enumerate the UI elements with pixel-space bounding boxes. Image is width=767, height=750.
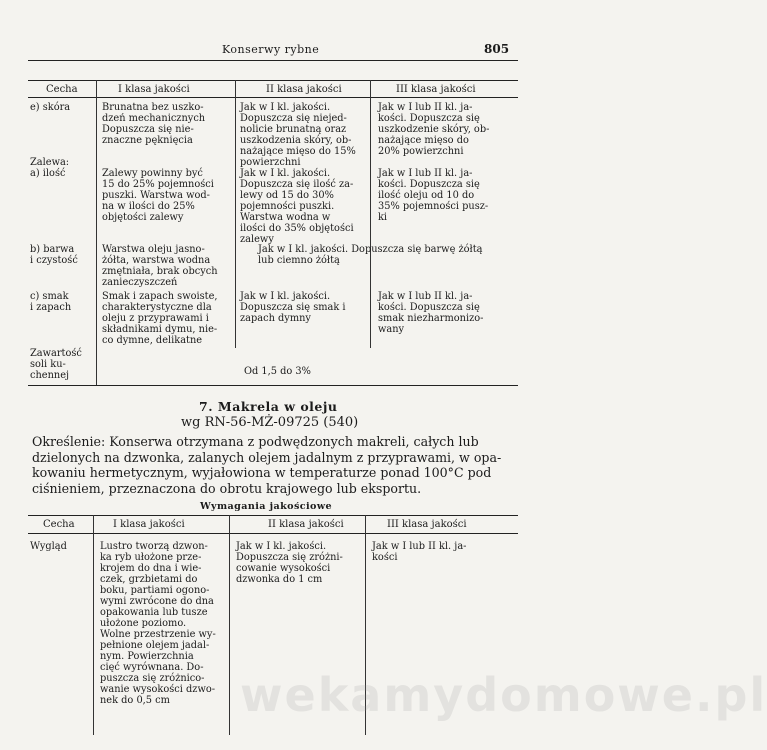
feature-label: b) barwa i czystość xyxy=(30,244,78,266)
definition-paragraph: Określenie: Konserwa otrzymana z podwędzonych makreli, całych lub dzielonych na dzwonka, zalanych olejem jadalnym z przyprawami, w opa- kowaniu hermetycznym, wyjałowiona w temperaturze ponad 100°C pod ciśnieniem, przeznaczona do obrotu krajowego lub eksportu. xyxy=(32,434,502,496)
class3-cell: Jak w I lub II kl. ja- kości xyxy=(372,541,467,563)
table1-col-divider xyxy=(235,80,236,348)
class2-cell: Jak w I kl. jakości. Dopuszcza się smak i zapach dymny xyxy=(240,291,346,324)
table1-col-divider xyxy=(96,80,97,385)
feature-label: e) skóra xyxy=(30,102,71,113)
feature-label: Wygląd xyxy=(30,541,67,552)
table2-top-rule xyxy=(28,515,518,516)
table2-col-divider xyxy=(229,515,230,735)
table1-header-cecha: Cecha xyxy=(46,84,78,95)
class2-cell: Jak w I kl. jakości. Dopuszcza się zróżni- cowanie wysokości dzwonka do 1 cm xyxy=(236,541,343,585)
section-title: 7. Makrela w oleju xyxy=(199,399,338,414)
table2-header-cecha: Cecha xyxy=(43,519,75,530)
table1-header-class3: III klasa jakości xyxy=(396,84,476,95)
class1-cell: Zalewy powinny być 15 do 25% pojemności puszki. Warstwa wod- na w ilości do 25% objętości zalewy xyxy=(102,168,214,223)
class1-cell: Brunatna bez uszko- dzeń mechanicznych Dopuszcza się nie- znaczne pęknięcia xyxy=(102,102,206,146)
feature-label: c) smak i zapach xyxy=(30,291,72,313)
class2-3-merged-cell: Jak w I kl. jakości. Dopuszcza się barwę żółtą lub ciemno żółtą xyxy=(258,244,483,266)
requirements-heading: Wymagania jakościowe xyxy=(200,501,332,512)
class1-cell: Warstwa oleju jasno- żółta, warstwa wodna zmętniała, brak obcych zanieczyszczeń xyxy=(102,244,218,288)
class3-cell: Jak w I lub II kl. ja- kości. Dopuszcza się uszkodzenie skóry, ob- nażające mięso do 20% powierzchni xyxy=(378,102,490,157)
table1-bottom-rule xyxy=(28,385,518,386)
table2-header-class2: II klasa jakości xyxy=(268,519,344,530)
feature-label: Zalewa: a) ilość xyxy=(30,157,70,179)
all-classes-merged-cell: Od 1,5 do 3% xyxy=(244,366,311,377)
class2-cell: Jak w I kl. jakości. Dopuszcza się niejed- nolicie brunatną oraz uszkodzenia skóry, ob- nażające mięso do 15% powierzchni xyxy=(240,102,356,168)
class1-cell: Smak i zapach swoiste, charakterystyczne dla oleju z przyprawami i składnikami dymu, nie- co dymne, delikatne xyxy=(102,291,218,346)
class3-cell: Jak w I lub II kl. ja- kości. Dopuszcza się smak niezharmonizo- wany xyxy=(378,291,484,335)
class3-cell: Jak w I lub II kl. ja- kości. Dopuszcza się ilość oleju od 10 do 35% pojemności pusz- ki xyxy=(378,168,489,223)
page-number: 805 xyxy=(484,42,510,56)
header-rule xyxy=(28,60,518,61)
feature-label: Zawartość soli ku- chennej xyxy=(30,348,82,381)
running-header-title: Konserwy rybne xyxy=(222,43,320,56)
table1-header-class1: I klasa jakości xyxy=(118,84,190,95)
table1-top-rule xyxy=(28,80,518,81)
table2-col-divider xyxy=(93,515,94,735)
table2-header-class3: III klasa jakości xyxy=(387,519,467,530)
table2-header-class1: I klasa jakości xyxy=(113,519,185,530)
table2-header-rule xyxy=(28,533,518,534)
watermark: wekamydomowe.pl xyxy=(240,668,767,722)
class2-cell: Jak w I kl. jakości. Dopuszcza się ilość za- lewy od 15 do 30% pojemności puszki. Warstwa wodna w ilości do 35% objętości zalewy xyxy=(240,168,354,245)
table1-col-divider xyxy=(370,80,371,348)
table1-header-rule xyxy=(28,97,518,98)
table1-header-class2: II klasa jakości xyxy=(266,84,342,95)
section-standard: wg RN-56-MŻ-09725 (540) xyxy=(181,415,359,430)
class1-cell: Lustro tworzą dzwon- ka ryb ułożone prze- krojem do dna i wie- czek, grzbietami do boku, partiami ogono- wymi zwrócone do dna opakowania lub tusze ułożone poziomo. Wolne przestrzenie wy- pełnione olejem jadal- nym. Powierzchnia cięć wyrównana. Do- puszcza się zróżnico- wanie wysokości dzwo- nek do 0,5 cm xyxy=(100,541,216,706)
